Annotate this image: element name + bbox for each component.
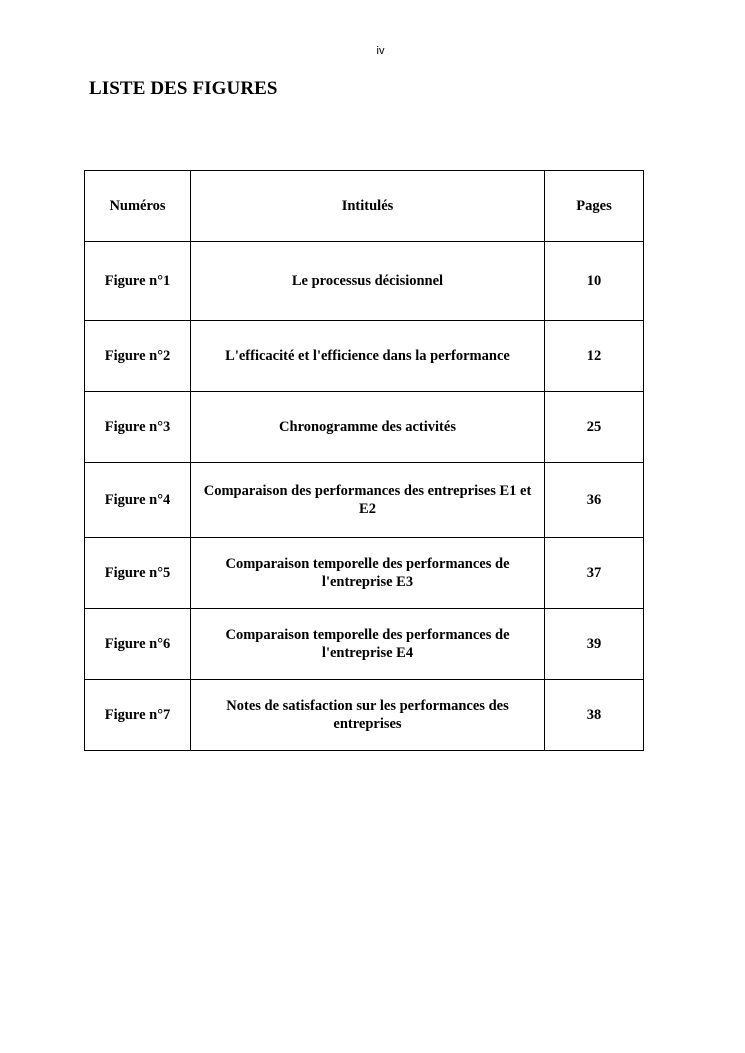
- table-row: [85, 242, 644, 321]
- header-numbers: Numéros: [85, 171, 191, 242]
- table-row: [85, 463, 644, 538]
- figure-page: 25: [545, 392, 644, 463]
- table-row: [85, 392, 644, 463]
- figure-page: 12: [545, 321, 644, 392]
- page-title: LISTE DES FIGURES: [89, 78, 278, 99]
- figure-page: 37: [545, 538, 644, 609]
- page-number: iv: [376, 45, 385, 57]
- figure-page: 10: [545, 242, 644, 321]
- table-row: [85, 321, 644, 392]
- figure-title: Comparaison des performances des entreprises E1 et E2: [191, 463, 545, 538]
- table-row: [85, 680, 644, 751]
- figure-number: Figure n°4: [85, 463, 191, 538]
- figure-page: 36: [545, 463, 644, 538]
- figure-page: 38: [545, 680, 644, 751]
- figure-title: Le processus décisionnel: [191, 242, 545, 321]
- header-titles: Intitulés: [191, 171, 545, 242]
- figure-page: 39: [545, 609, 644, 680]
- table-row: [85, 538, 644, 609]
- figure-title: Comparaison temporelle des performances de l'entreprise E3: [191, 538, 545, 609]
- table-header-row: [85, 171, 644, 242]
- figure-number: Figure n°5: [85, 538, 191, 609]
- table-row: [85, 609, 644, 680]
- figure-title: Chronogramme des activités: [191, 392, 545, 463]
- figure-title: Comparaison temporelle des performances de l'entreprise E4: [191, 609, 545, 680]
- header-pages: Pages: [545, 171, 644, 242]
- figures-table: [84, 170, 644, 751]
- figure-number: Figure n°2: [85, 321, 191, 392]
- figure-title: L'efficacité et l'efficience dans la performance: [191, 321, 545, 392]
- figure-number: Figure n°3: [85, 392, 191, 463]
- figure-number: Figure n°1: [85, 242, 191, 321]
- figure-number: Figure n°7: [85, 680, 191, 751]
- figure-number: Figure n°6: [85, 609, 191, 680]
- figure-title: Notes de satisfaction sur les performances des entreprises: [191, 680, 545, 751]
